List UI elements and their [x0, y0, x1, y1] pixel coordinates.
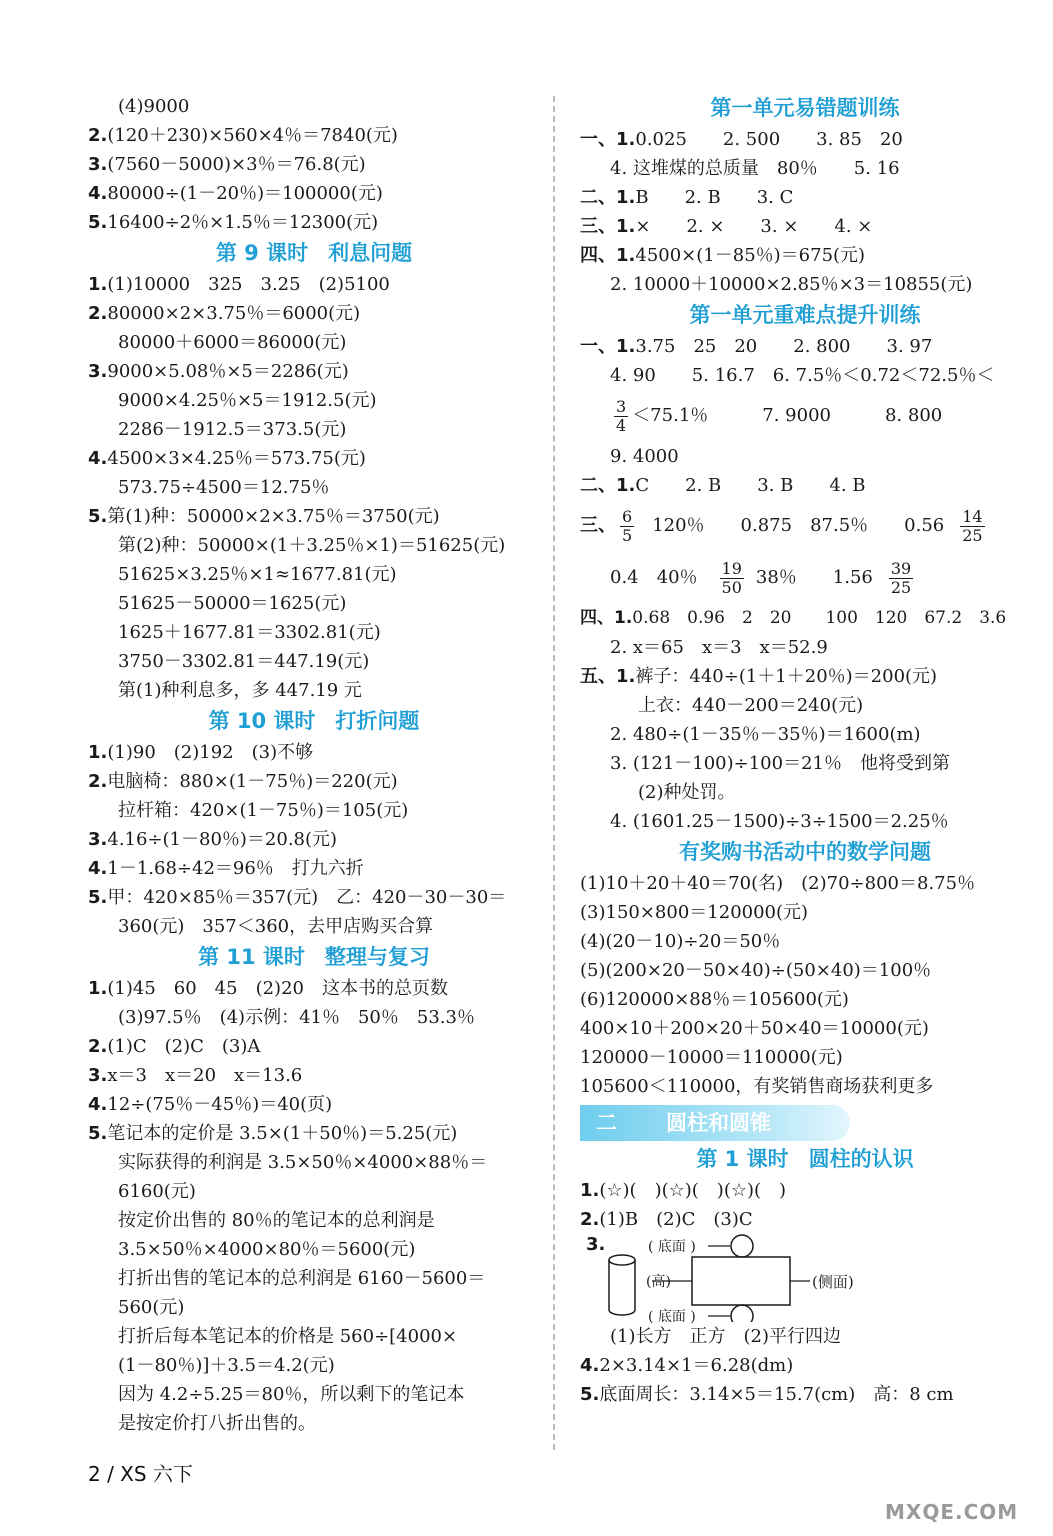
answer-line	[88, 854, 540, 883]
answer-line: (1－80％)]＋3.5＝4.2(元)	[118, 1355, 335, 1376]
item-text: 9000×5.08％×5＝2286(元)	[107, 361, 349, 382]
answer-line	[580, 241, 1030, 270]
item-text: × 2. × 3. × 4. ×	[635, 216, 873, 237]
answer-line: 5.16400÷2％×1.5％＝12300(元)	[88, 212, 379, 233]
answer-line: 573.75÷4500＝12.75％	[118, 477, 330, 498]
answer-line	[88, 1032, 540, 1061]
lesson-9-answers	[88, 270, 540, 705]
item-number: 3.	[88, 829, 108, 850]
item-number: 3.	[88, 361, 108, 382]
answer-line	[88, 974, 540, 1003]
answer-line	[88, 1090, 540, 1119]
answer-line: 0.4 40％ $\frac{19}{50}$ 38％ 1.56 $\frac{39}{25}$	[610, 558, 912, 597]
unit-title: 圆柱和圆锥	[666, 1111, 771, 1135]
item-number: 2.	[88, 771, 108, 792]
item-number: 5.	[88, 1123, 108, 1144]
item-text: 80000×2×3.75％＝6000(元)	[107, 303, 361, 324]
answer-line: (6)120000×88％＝105600(元)	[580, 989, 849, 1010]
book-prize-answers	[580, 869, 1030, 1101]
error-prone-answers	[580, 125, 1030, 299]
answer-line	[88, 1119, 540, 1148]
answer-line: 4. (1601.25－1500)÷3÷1500＝2.25％	[610, 811, 949, 832]
item-number: 4.	[88, 1094, 108, 1115]
section-heading-error-prone: 第一单元易错题训练	[710, 96, 900, 120]
item-number: 3.	[88, 1065, 108, 1086]
item-number: 1.	[88, 742, 108, 763]
item-text: 4500×(1－85％)＝675(元)	[635, 245, 866, 266]
answer-line: 打折出售的笔记本的总利润是 6160－5600＝	[118, 1268, 486, 1289]
answer-line	[88, 357, 540, 386]
answer-line: 2. 10000＋10000×2.85％×3＝10855(元)	[610, 274, 973, 295]
answer-line: 4.80000÷(1－20％)＝100000(元)	[88, 183, 383, 204]
label-bottom-base: ( 底面 )	[648, 1309, 696, 1325]
answer-line: 560(元)	[118, 1297, 185, 1318]
answer-line: 第(2)种：50000×(1＋3.25％×1)＝51625(元)	[118, 535, 506, 556]
item-text: 12÷(75％－45％)＝40(页)	[107, 1094, 333, 1115]
fraction: $\frac{6}{5}$	[622, 506, 633, 545]
answer-line: 二、1.C 2. B 3. B 4. B	[580, 475, 866, 496]
answer-line: (3)97.5％ (4)示例：41％ 50％ 53.3％	[118, 1007, 475, 1028]
answer-line: 105600＜110000，有奖销售商场获利更多	[580, 1076, 934, 1097]
section-heading-lesson-10: 第 10 课时 打折问题	[208, 709, 420, 733]
answer-line: 上衣：440－200＝240(元)	[638, 695, 864, 716]
answer-line	[88, 444, 540, 473]
unit-number: 二	[596, 1111, 617, 1135]
answer-line: 360(元) 357＜360，去甲店购买合算	[118, 916, 434, 937]
section-heading-key-points: 第一单元重难点提升训练	[689, 303, 921, 327]
answer-line: 4. 这堆煤的总质量 80％ 5. 16	[610, 158, 900, 179]
answer-line: 因为 4.2÷5.25＝80％，所以剩下的笔记本	[118, 1384, 465, 1405]
answer-line: 一、1.3.75 25 20 2. 800 3. 97	[580, 336, 933, 357]
right-column	[580, 92, 1030, 1409]
answer-line: 四、1.0.68 0.96 2 20 100 120 67.2 3.6	[580, 608, 1007, 628]
section-heading-lesson-11: 第 11 课时 整理与复习	[198, 945, 430, 969]
answer-line: 2. 480÷(1－35％－35％)＝1600(m)	[610, 724, 921, 745]
item-number: 三、1.	[580, 216, 636, 237]
unit-banner	[580, 1105, 850, 1141]
item-number: 1.	[88, 274, 108, 295]
answer-line: (5)(200×20－50×40)÷(50×40)＝100％	[580, 960, 932, 981]
answer-line: 5.底面周长：3.14×5＝15.7(cm) 高：8 cm	[580, 1384, 954, 1405]
item-number: 2.	[88, 303, 108, 324]
answer-line	[88, 270, 540, 299]
answer-line: 2. x＝65 x＝3 x＝52.9	[610, 637, 828, 658]
answer-line	[580, 125, 1030, 154]
item-text: (1)90 (2)192 (3)不够	[107, 742, 314, 763]
fraction: $\frac{3}{4}$	[616, 396, 627, 435]
left-column	[88, 92, 540, 1438]
fraction: $\frac{39}{25}$	[890, 558, 912, 597]
item-text: 4500×3×4.25％＝573.75(元)	[107, 448, 366, 469]
column-divider	[553, 96, 555, 1450]
item-text: 笔记本的定价是 3.5×(1＋50％)＝5.25(元)	[107, 1123, 458, 1144]
item-text: (1)45 60 45 (2)20 这本书的总页数	[107, 978, 448, 999]
answer-line: 51625－50000＝1625(元)	[118, 593, 347, 614]
fraction: $\frac{14}{25}$	[962, 506, 983, 545]
item-number: 四、1.	[580, 245, 636, 266]
item-text: 电脑椅：880×(1－75％)＝220(元)	[107, 771, 398, 792]
label-side: (侧面)	[812, 1273, 854, 1291]
cylinder-shape	[609, 1255, 635, 1315]
item-text: 0.025 2. 500 3. 85 20	[635, 129, 903, 150]
item-number: 4.	[88, 448, 108, 469]
answer-line: 4. 90 5. 16.7 6. 7.5％＜0.72＜72.5％＜	[610, 365, 995, 386]
answer-line: 是按定价打八折出售的。	[118, 1413, 316, 1434]
answer-line: 2.(1)B (2)C (3)C	[580, 1209, 753, 1230]
answer-line: 拉杆箱：420×(1－75％)＝105(元)	[118, 800, 409, 821]
watermark: MXQE.COM	[885, 1500, 1019, 1524]
label-top-base: ( 底面 )	[648, 1239, 696, 1255]
answer-line: 三、 $\frac{6}{5}$ 120％ 0.875 87.5％ 0.56 $\frac{14}{25}$	[580, 506, 983, 545]
answer-line	[88, 883, 540, 912]
answer-line	[88, 767, 540, 796]
answer-line: 4.2×3.14×1＝6.28(dm)	[580, 1355, 794, 1376]
answer-line: 实际获得的利润是 3.5×50％×4000×88％＝	[118, 1152, 488, 1173]
item-text: (1)10000 325 3.25 (2)5100	[107, 274, 390, 295]
page-footer: 2 / XS 六下	[88, 1462, 193, 1486]
lesson-10-answers	[88, 738, 540, 941]
item-number: 一、1.	[580, 129, 636, 150]
answer-line	[580, 212, 1030, 241]
answer-line: $\frac{3}{4}$ ＜75.1％ 7. 9000 8. 800	[616, 396, 943, 435]
cylinder-net-diagram: 3. ( 底面 ) (高) (侧面) ( 底面 )	[580, 1234, 1030, 1322]
section-heading-lesson-9: 第 9 课时 利息问题	[215, 241, 413, 265]
answer-line: (4)9000	[118, 96, 190, 117]
item-text: 1－1.68÷42＝96％ 打九六折	[107, 858, 364, 879]
answer-line: 1625＋1677.81＝3302.81(元)	[118, 622, 381, 643]
item-text: (1)C (2)C (3)A	[107, 1036, 261, 1057]
lesson-11-answers	[88, 974, 540, 1438]
answer-line: (3)150×800＝120000(元)	[580, 902, 809, 923]
item-text: 4.16÷(1－80％)＝20.8(元)	[107, 829, 338, 850]
answer-line: (2)种处罚。	[638, 782, 736, 803]
answer-line: 五、1.裤子：440÷(1＋1＋20％)＝200(元)	[580, 666, 938, 687]
answer-line: 按定价出售的 80％的笔记本的总利润是	[118, 1210, 435, 1231]
answer-line	[88, 299, 540, 328]
answer-line: (1)10＋20＋40＝70(名) (2)70÷800＝8.75％	[580, 873, 976, 894]
answer-line: (4)(20－10)÷20＝50％	[580, 931, 781, 952]
answer-line: 80000＋6000＝86000(元)	[118, 332, 347, 353]
item-text: 甲：420×85％＝357(元) 乙：420－30－30＝	[107, 887, 507, 908]
item-number: 4.	[88, 858, 108, 879]
answer-line: 打折后每本笔记本的价格是 560÷[4000×	[118, 1326, 458, 1347]
item-number: 2.	[88, 1036, 108, 1057]
item-text: 第(1)种：50000×2×3.75％＝3750(元)	[107, 506, 440, 527]
answer-line: 3.(7560－5000)×3％＝76.8(元)	[88, 154, 366, 175]
item-number: 5.	[88, 506, 108, 527]
answer-line: 3. (121－100)÷100＝21％ 他将受到第	[610, 753, 950, 774]
section-heading-cylinder: 第 1 课时 圆柱的认识	[696, 1147, 914, 1171]
label-height: (高)	[646, 1274, 671, 1290]
fraction: $\frac{19}{50}$	[721, 558, 742, 597]
answer-line	[88, 1061, 540, 1090]
section-heading-book-prize: 有奖购书活动中的数学问题	[679, 840, 931, 864]
answer-line: 51625×3.25％×1≈1677.81(元)	[118, 564, 397, 585]
answer-line: 第(1)种利息多，多 447.19 元	[118, 680, 362, 701]
answer-line	[88, 502, 540, 531]
answer-line: (1)长方 正方 (2)平行四边	[610, 1326, 841, 1347]
item-number: 二、1.	[580, 187, 636, 208]
answer-line: 400×10＋200×20＋50×40＝10000(元)	[580, 1018, 929, 1039]
answer-line	[88, 825, 540, 854]
answer-line: 2286－1912.5＝373.5(元)	[118, 419, 347, 440]
answer-line: 1.(☆)( )(☆)( )(☆)( )	[580, 1180, 787, 1201]
answer-line: 9. 4000	[610, 446, 679, 467]
item-text: B 2. B 3. C	[635, 187, 794, 208]
answer-line: 2.(120＋230)×560×4％＝7840(元)	[88, 125, 398, 146]
item-text: x＝3 x＝20 x＝13.6	[107, 1065, 303, 1086]
answer-line: 9000×4.25％×5＝1912.5(元)	[118, 390, 377, 411]
answer-line: 3750－3302.81＝447.19(元)	[118, 651, 370, 672]
answer-line: 3.5×50％×4000×80％＝5600(元)	[118, 1239, 416, 1260]
item-number: 1.	[88, 978, 108, 999]
answer-line: 6160(元)	[118, 1181, 196, 1202]
answer-line: 120000－10000＝110000(元)	[580, 1047, 843, 1068]
net-shape	[692, 1235, 790, 1322]
item-number: 5.	[88, 887, 108, 908]
answer-line	[580, 183, 1030, 212]
answer-line	[88, 738, 540, 767]
